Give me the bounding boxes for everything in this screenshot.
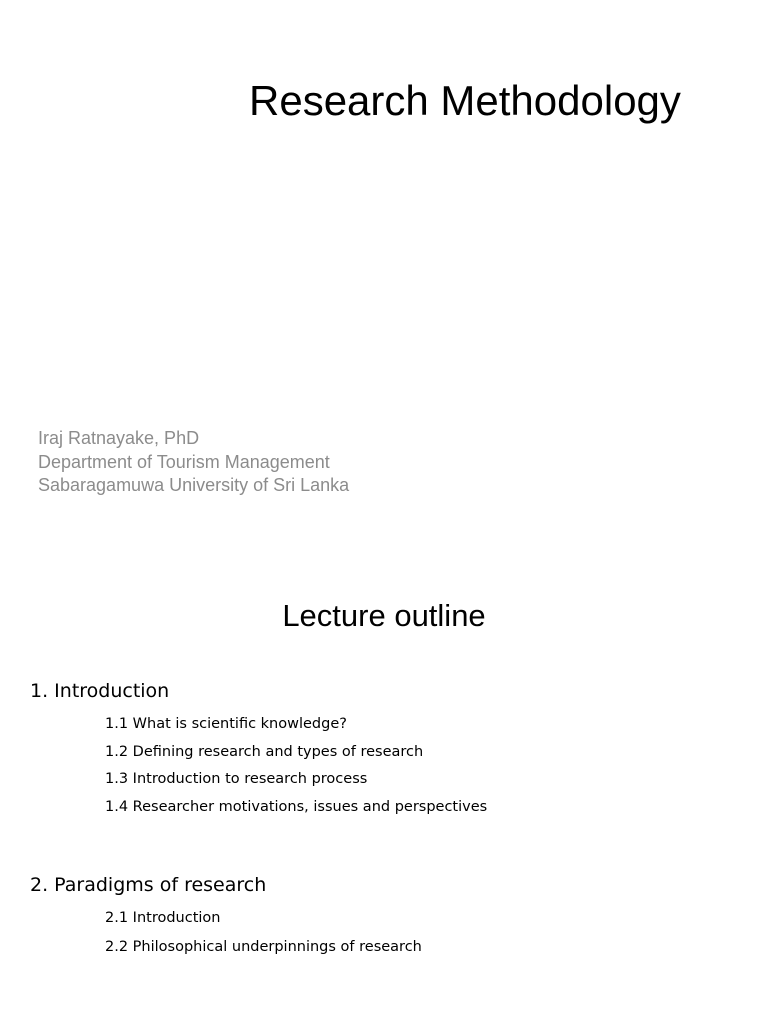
author-university: Sabaragamuwa University of Sri Lanka <box>38 475 350 495</box>
subtopic-item: 1.4 Researcher motivations, issues and perspectives <box>105 798 488 815</box>
subtopic-list <box>105 714 487 824</box>
author-info <box>38 427 349 498</box>
subtopic-item: 1.1 What is scientific knowledge? <box>105 716 347 732</box>
section-heading: 2. Paradigms of research <box>30 874 267 896</box>
outline-slide <box>0 560 768 1024</box>
presentation-title: Research Methodology <box>249 77 681 124</box>
author-name: Iraj Ratnayake, PhD <box>38 428 200 448</box>
subtopic-list <box>105 908 422 966</box>
subtopic-item: 1.2 Defining research and types of research <box>105 743 424 760</box>
outline-section-introduction <box>30 676 488 815</box>
section-heading: 1. Introduction <box>30 680 170 702</box>
subtopic-item: 1.3 Introduction to research process <box>105 771 368 787</box>
subtopic-item: 2.2 Philosophical underpinnings of research <box>105 939 422 955</box>
author-department: Department of Tourism Management <box>38 451 330 472</box>
subtopic-item: 2.1 Introduction <box>105 910 221 926</box>
outline-title: Lecture outline <box>282 598 486 633</box>
outline-section-paradigms <box>30 870 422 955</box>
